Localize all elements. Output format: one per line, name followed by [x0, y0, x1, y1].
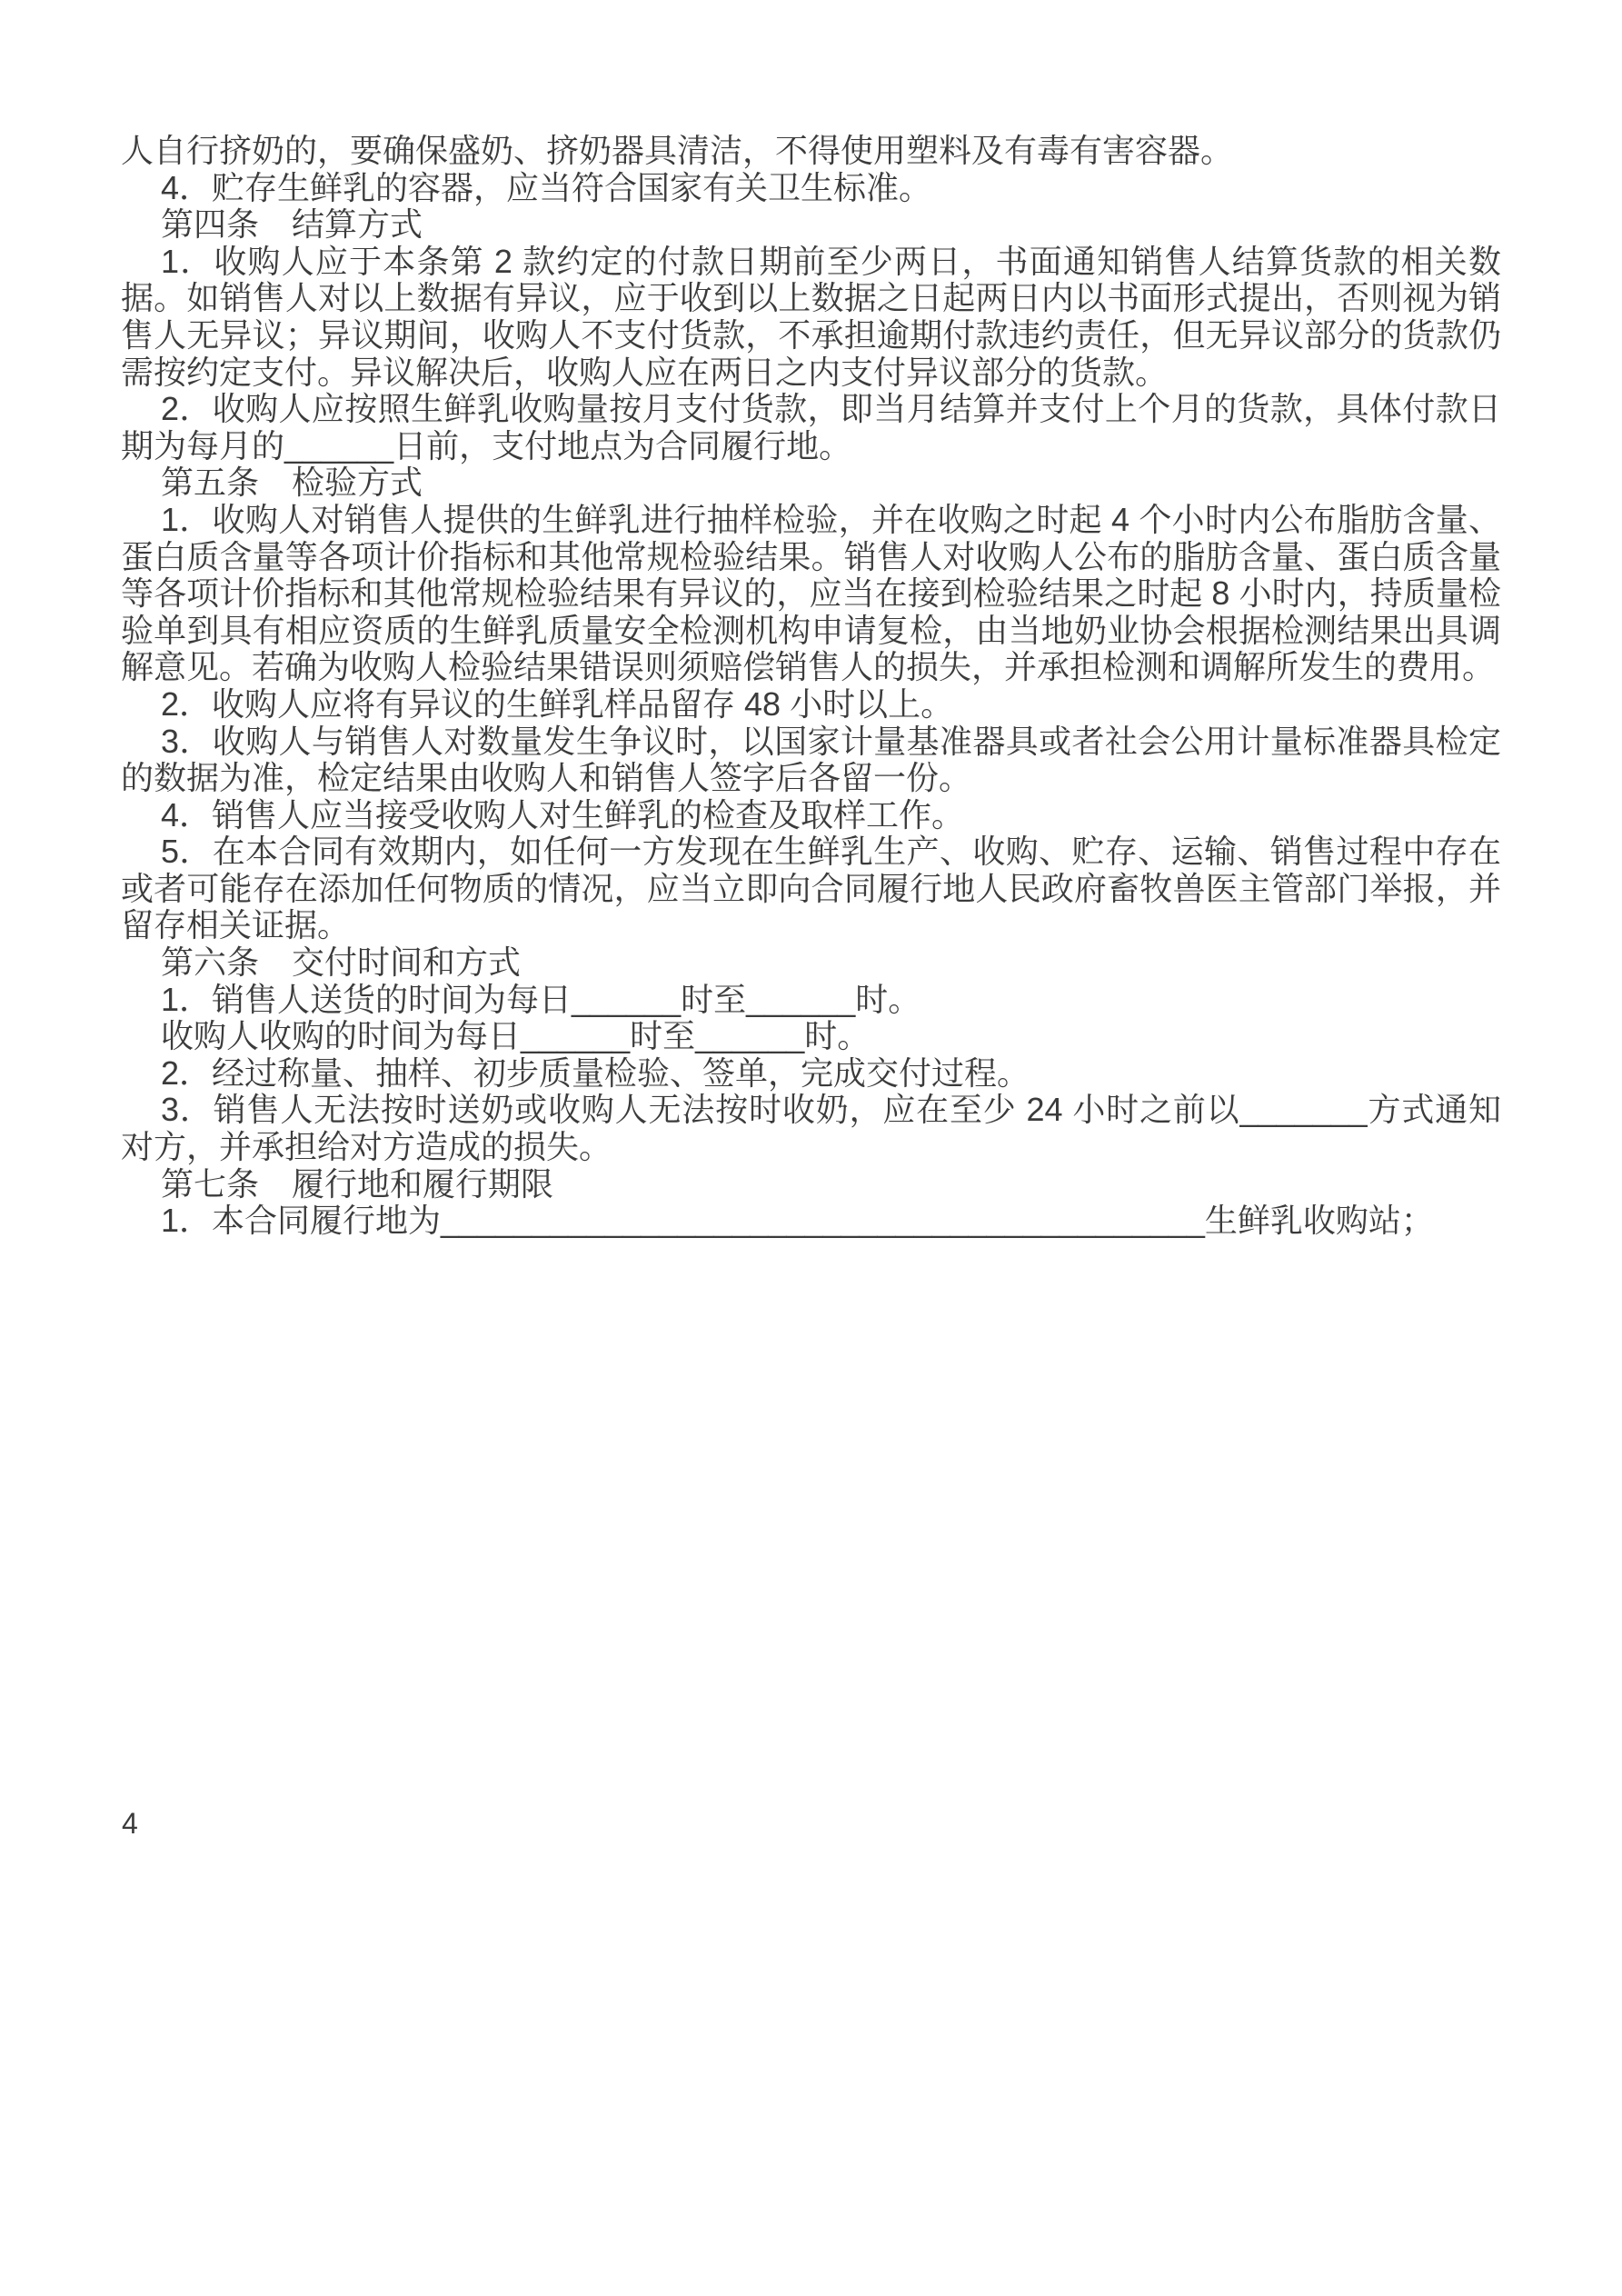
contract-body — [121, 133, 1501, 1240]
contract-paragraph: 2．收购人应按照生鲜乳收购量按月支付货款，即当月结算并支付上个月的货款，具体付款日期为每月的______日前，支付地点为合同履行地。 — [121, 390, 1501, 464]
contract-paragraph: 1．销售人送货的时间为每日______时至______时。 — [161, 980, 921, 1018]
contract-paragraph: 人自行挤奶的，要确保盛奶、挤奶器具清洁，不得使用塑料及有毒有害容器。 — [121, 132, 1234, 169]
contract-paragraph: 2．经过称量、抽样、初步质量检验、签单，完成交付过程。 — [161, 1053, 1030, 1092]
contract-paragraph: 收购人收购的时间为每日______时至______时。 — [161, 1017, 871, 1055]
clause-6-heading: 第六条 交付时间和方式 — [161, 943, 522, 982]
contract-paragraph: 2．收购人应将有异议的生鲜乳样品留存 48 小时以上。 — [161, 684, 954, 723]
contract-paragraph: 5．在本合同有效期内，如任何一方发现在生鲜乳生产、收购、贮存、运输、销售过程中存在或者可能存在添加任何物质的情况，应当立即向合同履行地人民政府畜牧兽医主管部门举报，并留存相关证据。 — [121, 833, 1501, 944]
clause-7-heading: 第七条 履行地和履行期限 — [161, 1164, 554, 1203]
clause-4-heading: 第四条 结算方式 — [161, 205, 423, 244]
contract-paragraph: 1．本合同履行地为__________________________________________生鲜乳收购站； — [161, 1202, 1434, 1240]
contract-paragraph: 4．贮存生鲜乳的容器，应当符合国家有关卫生标准。 — [161, 168, 932, 206]
contract-paragraph: 1．收购人应于本条第 2 款约定的付款日期前至少两日，书面通知销售人结算货款的相关数据。如销售人对以上数据有异议，应于收到以上数据之日起两日内以书面形式提出，否则视为销售人无异议；异议期间，收购人不支付货款，不承担逾期付款违约责任，但无异议部分的货款仍需按约定支付。异议解决后，收购人应在两日之内支付异议部分的货款。 — [121, 242, 1501, 391]
clause-5-heading: 第五条 检验方式 — [161, 464, 423, 502]
page-number: 4 — [122, 1807, 138, 1840]
contract-paragraph: 1．收购人对销售人提供的生鲜乳进行抽样检验，并在收购之时起 4 个小时内公布脂肪含量、蛋白质含量等各项计价指标和其他常规检验结果。销售人对收购人公布的脂肪含量、蛋白质含量等各项计价指标和其他常规检验结果有异议的，应当在接到检验结果之时起 8 小时内，持质量检验单到具有相应资质的生鲜乳质量安全检测机构申请复检，由当地奶业协会根据检测结果出具调解意见。若确为收购人检验结果错误则须赔偿销售人的损失，并承担检测和调解所发生的费用。 — [121, 500, 1501, 686]
contract-paragraph: 3．收购人与销售人对数量发生争议时，以国家计量基准器具或者社会公用计量标准器具检定的数据为准，检定结果由收购人和销售人签字后各留一份。 — [121, 722, 1501, 797]
contract-paragraph: 3．销售人无法按时送奶或收购人无法按时收奶，应在至少 24 小时之前以_______方式通知对方，并承担给对方造成的损失。 — [121, 1091, 1501, 1166]
contract-paragraph: 4．销售人应当接受收购人对生鲜乳的检查及取样工作。 — [161, 795, 965, 834]
